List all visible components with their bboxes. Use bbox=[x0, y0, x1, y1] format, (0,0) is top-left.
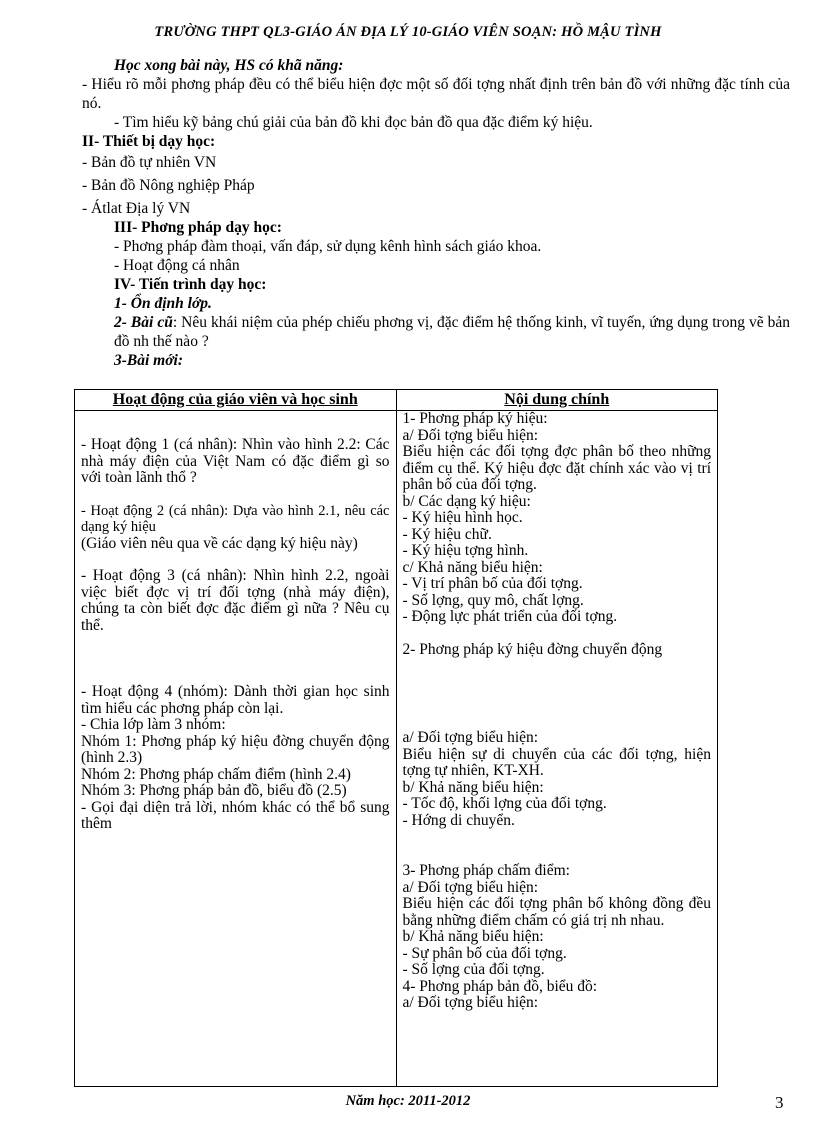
content-line: a/ Đối tợng biểu hiện: bbox=[402, 878, 539, 896]
activity-4-report: - Gọi đại diện trả lời, nhóm khác có thể bổ sung thêm bbox=[81, 798, 390, 832]
table-header-content: Nội dung chính bbox=[396, 390, 718, 411]
equipment-item: - Bản đồ Nông nghiệp Pháp bbox=[82, 177, 255, 194]
content-line: 4- Phơng pháp bản đồ, biểu đồ: bbox=[402, 977, 598, 995]
content-line: - Ký hiệu hình học. bbox=[402, 509, 523, 526]
objective-item: - Hiểu rõ mỗi phơng pháp đều có thể biểu hiện đợc một số đối tợng nhất định trên bản đồ với những đặc tính của nó. bbox=[82, 76, 790, 112]
page-number: 3 bbox=[775, 1093, 784, 1112]
process-step-2 bbox=[82, 313, 790, 351]
content-line: Biểu hiện các đối tợng phân bố không đồng đều bằng những điểm chấm có giá trị nh nhau. bbox=[402, 895, 711, 929]
content-line: a/ Đối tợng biểu hiện: bbox=[402, 729, 539, 746]
step2-text: : Nêu khái niệm của phép chiếu phơng vị, đặc điểm hệ thống kinh, vĩ tuyến, ứng dụng trong vẽ bản đồ nh thế nào ? bbox=[114, 314, 790, 350]
content-line: - Ký hiệu tợng hình. bbox=[402, 542, 529, 559]
lesson-body bbox=[82, 56, 790, 370]
activity-column bbox=[75, 411, 397, 1087]
equipment-item: - Átlat Địa lý VN bbox=[82, 200, 191, 217]
process-title: IV- Tiến trình dạy học: bbox=[114, 276, 267, 293]
methods-item: - Hoạt động cá nhân bbox=[114, 257, 240, 274]
content-line: 3- Phơng pháp chấm điểm: bbox=[402, 862, 570, 879]
group-3: Nhóm 3: Phơng pháp bản đồ, biểu đồ (2.5) bbox=[81, 782, 347, 799]
content-line: b/ Khả năng biểu hiện: bbox=[402, 778, 544, 796]
content-line: - Động lực phát triển của đối tợng. bbox=[402, 608, 618, 625]
content-line: b/ Khả năng biểu hiện: bbox=[402, 928, 544, 945]
equipment-item: - Bản đồ tự nhiên VN bbox=[82, 154, 217, 171]
content-line: c/ Khả năng biểu hiện: bbox=[402, 558, 543, 576]
content-line: - Số lợng, quy mô, chất lợng. bbox=[402, 591, 584, 609]
activity-2-note: (Giáo viên nêu qua về các dạng ký hiệu này) bbox=[81, 534, 358, 552]
activity-1: - Hoạt động 1 (cá nhân): Nhìn vào hình 2.2: Các nhà máy điện của Việt Nam có đặc điểm gì so với toàn lãnh thổ ? bbox=[81, 436, 390, 486]
content-line: - Hớng di chuyển. bbox=[402, 811, 515, 829]
activity-4: - Hoạt động 4 (nhóm): Dành thời gian học sinh tìm hiểu các phơng pháp còn lại. bbox=[81, 683, 390, 717]
content-line: - Vị trí phân bố của đối tợng. bbox=[402, 575, 583, 592]
content-line: 2- Phơng pháp ký hiệu đờng chuyển động bbox=[402, 640, 663, 658]
content-line: - Số lợng của đối tợng. bbox=[402, 961, 545, 978]
content-line: 1- Phơng pháp ký hiệu: bbox=[402, 410, 548, 427]
content-line: Biểu hiện sự di chuyển của các đối tợng, hiện tợng tự nhiên, KT-XH. bbox=[402, 745, 711, 779]
content-line: b/ Các dạng ký hiệu: bbox=[402, 492, 531, 510]
methods-title: III- Phơng pháp dạy học: bbox=[114, 219, 282, 236]
table-header-row bbox=[75, 390, 718, 411]
content-column bbox=[396, 411, 718, 1087]
content-line: a/ Đối tợng biểu hiện: bbox=[402, 426, 539, 444]
activity-3: - Hoạt động 3 (cá nhân): Nhìn hình 2.2, ngoài việc biết đợc vị trí đối tợng (nhà máy điện), chúng ta còn biết đợc đặc điểm gì nữa ? Nêu cụ thể. bbox=[81, 567, 390, 634]
lesson-table bbox=[74, 389, 718, 1087]
activity-2: - Hoạt động 2 (cá nhân): Dựa vào hình 2.1, nêu các dạng ký hiệu bbox=[81, 502, 390, 535]
page-footer: Năm học: 2011-2012 bbox=[345, 1093, 471, 1109]
equipment-title: II- Thiết bị dạy học: bbox=[82, 133, 216, 150]
process-step-1: 1- Ổn định lớp. bbox=[114, 295, 212, 312]
content-line: - Tốc độ, khối lợng của đối tợng. bbox=[402, 795, 607, 812]
table-header-activity: Hoạt động của giáo viên và học sinh bbox=[75, 390, 397, 411]
objective-item: - Tìm hiểu kỹ bảng chú giải của bản đồ khi đọc bản đồ qua đặc điểm ký hiệu. bbox=[114, 114, 593, 131]
table-row bbox=[75, 411, 718, 1087]
activity-4-groups: - Chia lớp làm 3 nhóm: bbox=[81, 716, 226, 733]
methods-item: - Phơng pháp đàm thoại, vấn đáp, sử dụng kênh hình sách giáo khoa. bbox=[114, 238, 542, 255]
step2-label: 2- Bài cũ bbox=[114, 314, 173, 331]
page-header: TRƯỜNG THPT QL3-GIÁO ÁN ĐỊA LÝ 10-GIÁO VIÊN SOẠN: HỒ MẬU TÌNH bbox=[154, 24, 662, 40]
objectives-title: Học xong bài này, HS có khã năng: bbox=[114, 57, 344, 74]
group-2: Nhóm 2: Phơng pháp chấm điểm (hình 2.4) bbox=[81, 765, 351, 783]
process-step-3: 3-Bài mới: bbox=[114, 352, 184, 369]
group-1: Nhóm 1: Phơng pháp ký hiệu đờng chuyển động (hình 2.3) bbox=[81, 732, 390, 766]
content-line: - Sự phân bố của đối tợng. bbox=[402, 944, 567, 962]
content-line: Biểu hiện các đối tợng đợc phân bố theo những điểm cụ thể. Ký hiệu đợc đặt chính xác vào vị trí phân bố của đối tợng. bbox=[402, 443, 711, 493]
content-line: a/ Đối tợng biểu hiện: bbox=[402, 994, 539, 1011]
content-line: - Ký hiệu chữ. bbox=[402, 525, 492, 543]
